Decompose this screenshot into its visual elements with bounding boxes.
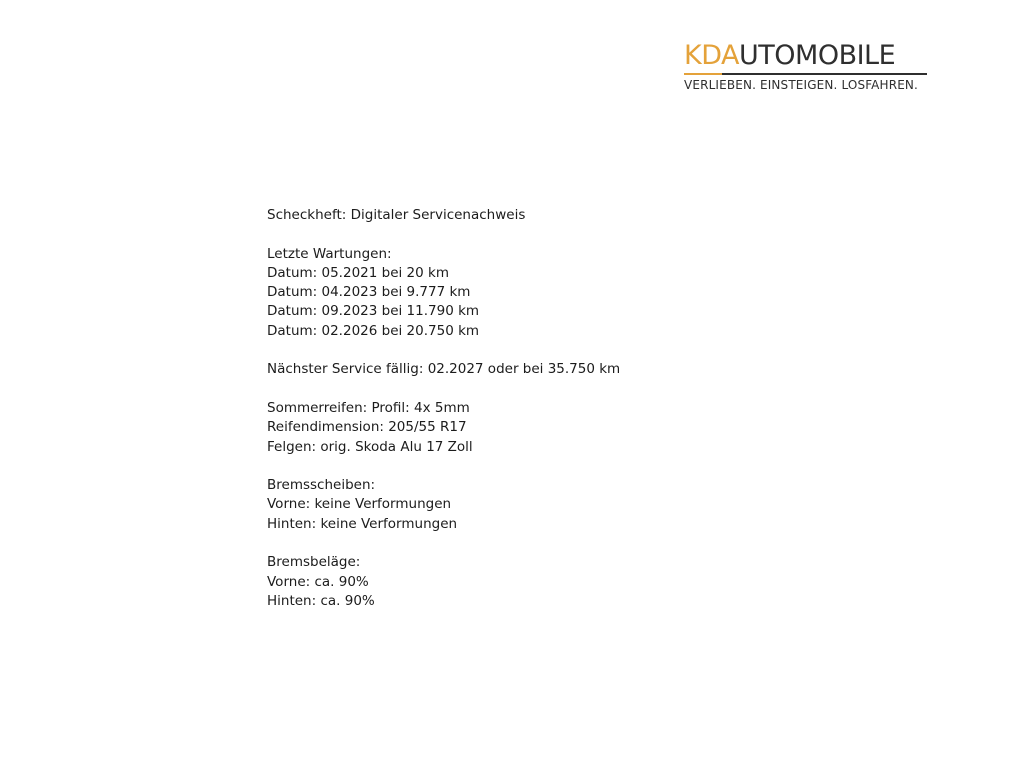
logo-wordmark-a: A <box>721 40 740 71</box>
service-report <box>267 206 747 631</box>
brake-pads-rear: Hinten: ca. 90% <box>267 592 375 609</box>
brake-pads-front: Vorne: ca. 90% <box>267 573 369 590</box>
maintenance-entry: Datum: 09.2023 bei 11.790 km <box>267 303 480 320</box>
brake-discs-heading: Bremsscheiben: <box>267 477 376 494</box>
maintenance-entry: Datum: 04.2023 bei 9.777 km <box>267 284 471 301</box>
maintenance-entry: Datum: 05.2021 bei 20 km <box>267 264 449 281</box>
logo-wordmark-kd: KD <box>684 40 722 71</box>
brake-discs-section <box>267 476 747 534</box>
maintenance-section <box>267 245 747 341</box>
next-service-line: Nächster Service fällig: 02.2027 oder bei 35.750 km <box>267 361 621 378</box>
logo-wordmark-rest: UTOMOBILE <box>739 40 896 71</box>
brake-pads-heading: Bremsbeläge: <box>267 554 361 571</box>
company-logo <box>684 40 934 96</box>
tires-section <box>267 399 747 457</box>
brake-discs-front: Vorne: keine Verformungen <box>267 496 452 513</box>
service-book-line: Scheckheft: Digitaler Servicenachweis <box>267 207 526 223</box>
logo-underline <box>684 73 927 75</box>
next-service-section <box>267 360 747 379</box>
maintenance-heading: Letzte Wartungen: <box>267 245 392 262</box>
brake-discs-rear: Hinten: keine Verformungen <box>267 515 458 532</box>
brake-pads-section <box>267 553 747 611</box>
tire-dimension-line: Reifendimension: 205/55 R17 <box>267 419 467 436</box>
logo-underline-accent <box>684 73 722 75</box>
logo-tagline: VERLIEBEN. EINSTEIGEN. LOSFAHREN. <box>684 78 919 92</box>
rims-line: Felgen: orig. Skoda Alu 17 Zoll <box>267 438 473 455</box>
logo-wordmark <box>684 40 895 72</box>
maintenance-entry: Datum: 02.2026 bei 20.750 km <box>267 322 480 339</box>
summer-tires-line: Sommerreifen: Profil: 4x 5mm <box>267 399 470 416</box>
service-book-section <box>267 206 747 225</box>
